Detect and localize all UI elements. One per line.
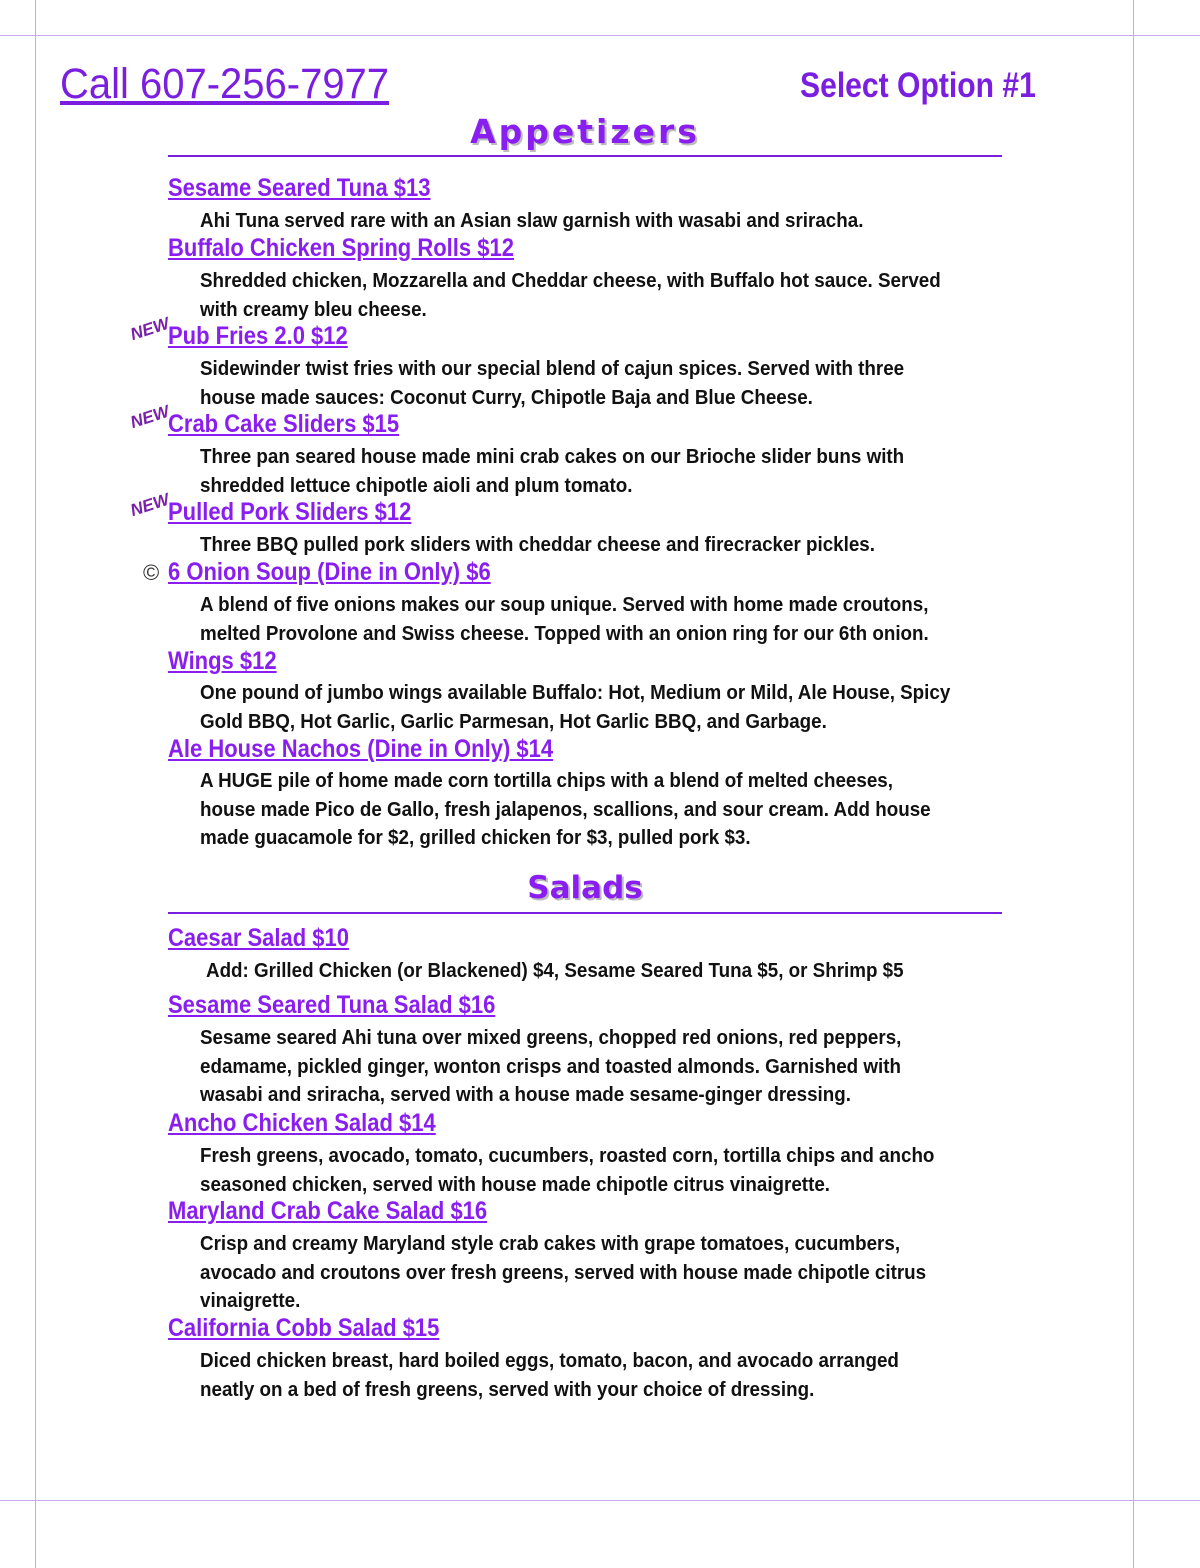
new-badge-icon: NEW	[128, 313, 172, 345]
phone-number-link[interactable]: Call 607-256-7977	[60, 60, 390, 108]
menu-item-description: Sidewinder twist fries with our special blend of cajun spices. Served with three house made sauces: Coconut Curry, Chipotle Baja and Blue Cheese.	[200, 358, 905, 409]
crop-guide-right	[1133, 0, 1134, 1568]
menu-item-title[interactable]: Buffalo Chicken Spring Rolls $12	[168, 234, 514, 262]
menu-item-description: Diced chicken breast, hard boiled eggs, tomato, bacon, and avocado arranged neatly on a bed of fresh greens, served with your choice of dressing.	[200, 1350, 899, 1401]
menu-item-title[interactable]: Ancho Chicken Salad $14	[168, 1109, 436, 1137]
crop-guide-left	[35, 0, 36, 1568]
menu-item-title[interactable]: Ale House Nachos (Dine in Only) $14	[168, 735, 554, 763]
menu-item-title[interactable]: Sesame Seared Tuna $13	[168, 174, 431, 202]
new-badge-icon: NEW	[128, 401, 172, 433]
appetizers-heading: Appetizers	[470, 112, 700, 151]
menu-item-description: Three pan seared house made mini crab cakes on our Brioche slider buns with shredded lettuce chipotle aioli and plum tomato.	[200, 446, 905, 497]
appetizers-divider	[168, 155, 1002, 157]
menu-item-title[interactable]: Pulled Pork Sliders $12	[168, 498, 412, 526]
copyright-icon: ©	[143, 560, 160, 585]
crop-guide-top	[0, 35, 1200, 36]
menu-item-description: A blend of five onions makes our soup unique. Served with home made croutons, melted Provolone and Swiss cheese. Topped with an onion ring for our 6th onion.	[200, 594, 929, 645]
menu-item-description: Fresh greens, avocado, tomato, cucumbers, roasted corn, tortilla chips and ancho seasoned chicken, served with house made chipotle citrus vinaigrette.	[200, 1145, 935, 1196]
menu-item-title[interactable]: Caesar Salad $10	[168, 924, 350, 952]
menu-item-title[interactable]: Pub Fries 2.0 $12	[168, 322, 348, 350]
menu-item-title[interactable]: Maryland Crab Cake Salad $16	[168, 1197, 488, 1225]
menu-item-description: Shredded chicken, Mozzarella and Cheddar cheese, with Buffalo hot sauce. Served with creamy bleu cheese.	[200, 270, 941, 321]
salads-divider	[168, 912, 1002, 914]
menu-item-description: Three BBQ pulled pork sliders with cheddar cheese and firecracker pickles.	[200, 534, 875, 556]
salads-heading: Salads	[527, 870, 643, 906]
menu-item-title[interactable]: Wings $12	[168, 647, 277, 675]
menu-item-description: Sesame seared Ahi tuna over mixed greens, chopped red onions, red peppers, edamame, pickled ginger, wonton crisps and toasted almonds. Garnished with wasabi and sriracha, served with a house made sesame-ginger dressing.	[200, 1027, 902, 1106]
menu-item-description: One pound of jumbo wings available Buffalo: Hot, Medium or Mild, Ale House, Spicy Gold BBQ, Hot Garlic, Garlic Parmesan, Hot Garlic BBQ, and Garbage.	[200, 682, 951, 733]
menu-item-description: Ahi Tuna served rare with an Asian slaw garnish with wasabi and sriracha.	[200, 210, 864, 232]
menu-item-description: Add: Grilled Chicken (or Blackened) $4, Sesame Seared Tuna $5, or Shrimp $5	[206, 960, 904, 982]
menu-item-title[interactable]: Sesame Seared Tuna Salad $16	[168, 991, 496, 1019]
menu-item-title[interactable]: California Cobb Salad $15	[168, 1314, 440, 1342]
crop-guide-bottom	[0, 1500, 1200, 1501]
select-option-label: Select Option #1	[800, 66, 1036, 105]
menu-item-title[interactable]: Crab Cake Sliders $15	[168, 410, 400, 438]
menu-item-description: Crisp and creamy Maryland style crab cakes with grape tomatoes, cucumbers, avocado and croutons over fresh greens, served with house made chipotle citrus vinaigrette.	[200, 1233, 927, 1312]
menu-item-description: A HUGE pile of home made corn tortilla chips with a blend of melted cheeses, house made Pico de Gallo, fresh jalapenos, scallions, and sour cream. Add house made guacamole for $2, grilled chicken for $3, pulled pork $3.	[200, 770, 931, 849]
new-badge-icon: NEW	[128, 489, 172, 521]
menu-item-title[interactable]: 6 Onion Soup (Dine in Only) $6	[168, 558, 491, 586]
